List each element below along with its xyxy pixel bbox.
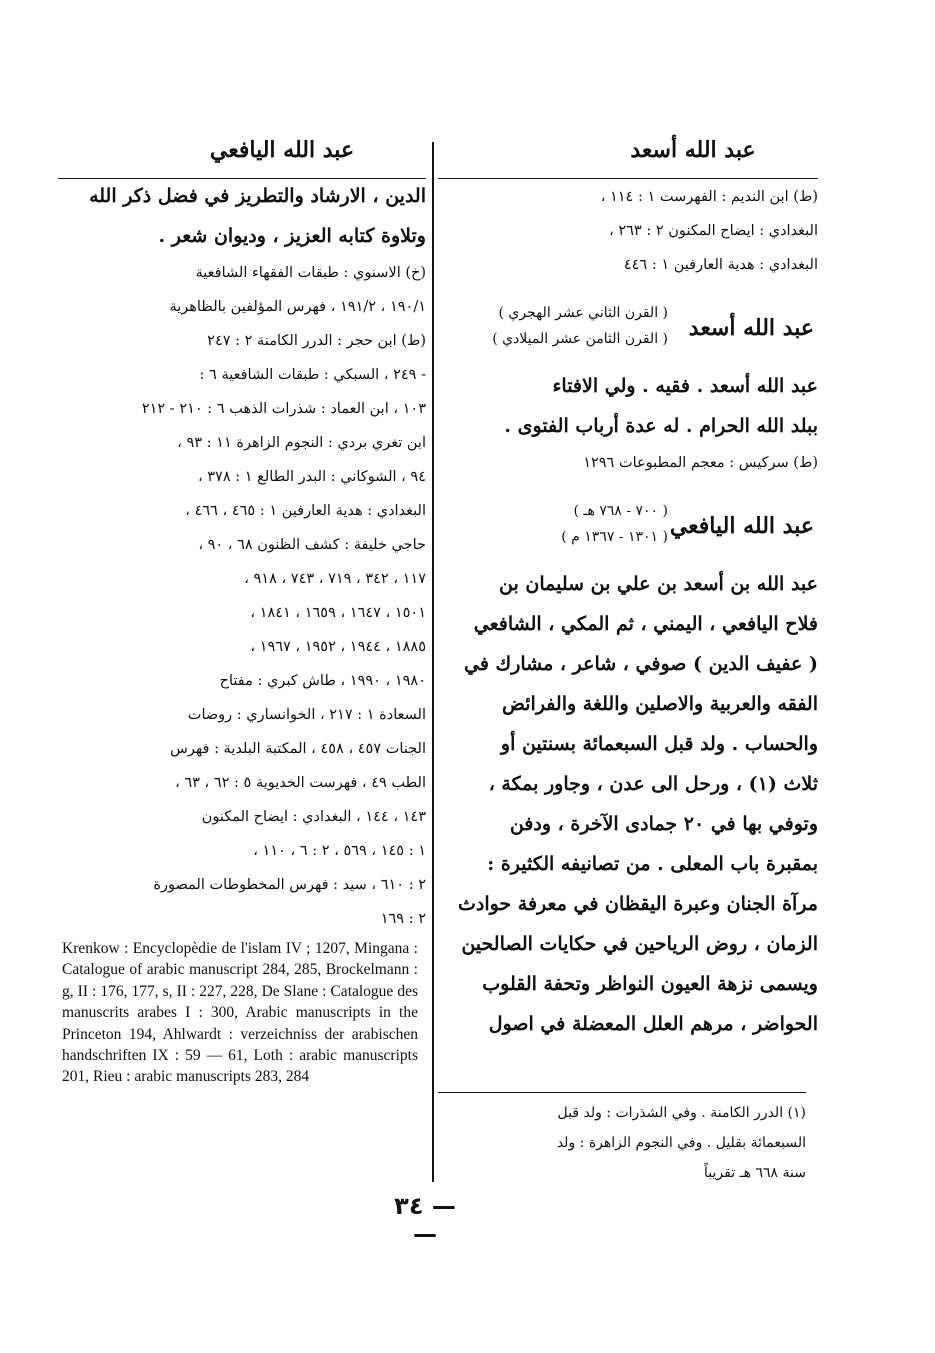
entry-text-line: عبد الله بن أسعد بن علي بن سليمان بن [499, 573, 818, 595]
source-line: ١٠٣ ، ابن العماد : شذرات الذهب ٦ : ٢١٠ - ٢١٢ [141, 401, 426, 417]
source-line: البغدادي : هدية العارفين ١ : ٤٤٦ [623, 257, 818, 273]
entry-text-line: وتلاوة كتابه العزيز ، وديوان شعر . [158, 225, 426, 247]
right-column [438, 130, 818, 1044]
entry-text-line: ببلد الله الحرام . له عدة أرباب الفتوى . [504, 415, 818, 437]
source-line: ٢ : ١٦٩ [380, 911, 426, 927]
date-gregorian: ( ١٣٠١ - ١٣٦٧ م ) [561, 529, 668, 545]
source-line: - ٢٤٩ ، السبكي : طبقات الشافعية ٦ : [199, 367, 426, 383]
source-line: (ط) ابن النديم : الفهرست ١ : ١١٤ ، [600, 189, 818, 205]
column-divider [432, 142, 434, 1182]
entry-heading [438, 298, 818, 366]
source-line: السعادة ١ : ٢١٧ ، الخوانساري : روضات [187, 707, 426, 723]
entry-text-line: ثلاث (١) ، ورحل الى عدن ، وجاور بمكة ، [488, 773, 818, 795]
date-gregorian: ( القرن الثامن عشر الميلادي ) [492, 331, 668, 347]
entry-text-line: ويسمى نزهة العيون النواظر وتحفة القلوب [482, 973, 818, 995]
source-line: (خ) الاسنوي : طبقات الفقهاء الشافعية [195, 265, 426, 281]
entry-dates [561, 498, 668, 550]
footnote-line: السبعمائة بقليل . وفي النجوم الزاهرة : ولد [556, 1135, 806, 1151]
source-line: (ط) سركيس : معجم المطبوعات ١٢٩٦ [583, 455, 818, 471]
source-line: ١١٧ ، ٣٤٢ ، ٧١٩ ، ٧٤٣ ، ٩١٨ ، [244, 571, 426, 587]
source-line: ١ : ١٤٥ ، ٥٦٩ ، ٢ : ٦ ، ١١٠ ، [253, 843, 426, 859]
footnote-line: سنة ٦٦٨ هـ تقريباً [704, 1165, 806, 1181]
source-line: ٢ : ٦١٠ ، سيد : فهرس المخطوطات المصورة [153, 877, 426, 893]
entry-text-line: ( عفيف الدين ) صوفي ، شاعر ، مشارك في [464, 653, 818, 675]
left-column [58, 130, 426, 936]
source-line: حاجي خليفة : كشف الظنون ٦٨ ، ٩٠ ، [198, 537, 426, 553]
date-hijri: ( ٧٠٠ - ٧٦٨ هـ ) [573, 503, 668, 519]
entry-text-line: مرآة الجنان وعبرة اليقظان في معرفة حوادث [457, 893, 818, 915]
footnote-line: (١) الدرر الكامنة . وفي الشذرات : ولد قبل [557, 1105, 806, 1121]
entry-dates [492, 300, 668, 352]
source-line: ١٥٠١ ، ١٦٤٧ ، ١٦٥٩ ، ١٨٤١ ، [250, 605, 426, 621]
right-running-header: عبد الله أسعد [630, 137, 756, 163]
entry-name: عبد الله اليافعي [669, 513, 814, 539]
entry-text-line: بمقبرة باب المعلى . من تصانيفه الكثيرة : [487, 853, 818, 875]
source-line: ١٩٠/١ ، ١٩١/٢ ، فهرس المؤلفين بالظاهرية [169, 299, 426, 315]
page-number: — ٣٤ — [394, 1192, 456, 1248]
entry-text-line: وتوفي بها في ٢٠ جمادى الآخرة ، ودفن [509, 813, 818, 835]
source-line: (ط) ابن حجر : الدرر الكامنة ٢ : ٢٤٧ [207, 333, 426, 349]
entry-heading [438, 496, 818, 564]
footnote [438, 1098, 806, 1188]
source-line: البغدادي : ايضاح المكنون ٢ : ٢٦٣ ، [609, 223, 818, 239]
source-line: البغدادي : هدية العارفين ١ : ٤٦٥ ، ٤٦٦ ، [185, 503, 426, 519]
latin-references: Krenkow : Encyclopèdie de l'islam IV ; 1207, Mingana : Catalogue of arabic manuscript 284, 285, Brockelmann : g, II : 176, 177, s, II : 227, 228, De Slane : Catalogue des manuscrits arabes I : 300, Arabic manuscripts in the Princeton 194, Ahlwardt : verzeichniss der arabischen handschriften IX : 59 — 61, Loth : arabic manuscripts 201, Rieu : arabic manuscripts 283, 284 [62, 940, 418, 1086]
source-line: ١٩٨٠ ، ١٩٩٠ ، طاش كبري : مفتاح [219, 673, 426, 689]
source-line: ٩٤ ، الشوكاني : البدر الطالع ١ : ٣٧٨ ، [197, 469, 426, 485]
left-running-header: عبد الله اليافعي [209, 137, 355, 163]
entry-text-line: الفقه والعربية والاصلين واللغة والفرائض [501, 693, 818, 715]
entry-text-line: فلاح اليافعي ، اليمني ، ثم المكي ، الشافعي [473, 613, 818, 635]
entry-name: عبد الله أسعد [688, 315, 814, 341]
date-hijri: ( القرن الثاني عشر الهجري ) [498, 305, 668, 321]
entry-text-line: الزمان ، روض الرياحين في حكايات الصالحين [461, 933, 818, 955]
entry-text-line: عبد الله أسعد . فقيه . ولي الافتاء [552, 375, 818, 397]
source-line: ١٤٣ ، ١٤٤ ، البغدادي : ايضاح المكنون [201, 809, 426, 825]
footnote-rule [438, 1092, 806, 1093]
source-line: ١٨٨٥ ، ١٩٤٤ ، ١٩٥٢ ، ١٩٦٧ ، [250, 639, 426, 655]
entry-text-line: الدين ، الارشاد والتطريز في فضل ذكر الله [89, 185, 426, 207]
source-line: ابن تغري بردي : النجوم الزاهرة ١١ : ٩٣ ، [177, 435, 426, 451]
entry-text-line: الحواضر ، مرهم العلل المعضلة في اصول [488, 1013, 818, 1035]
entry-text-line: والحساب . ولد قبل السبعمائة بسنتين أو [500, 733, 818, 755]
source-line: الطب ٤٩ ، فهرست الخديوية ٥ : ٦٢ ، ٦٣ ، [175, 775, 426, 791]
source-line: الجنات ٤٥٧ ، ٤٥٨ ، المكتبة البلدية : فهرس [170, 741, 426, 757]
